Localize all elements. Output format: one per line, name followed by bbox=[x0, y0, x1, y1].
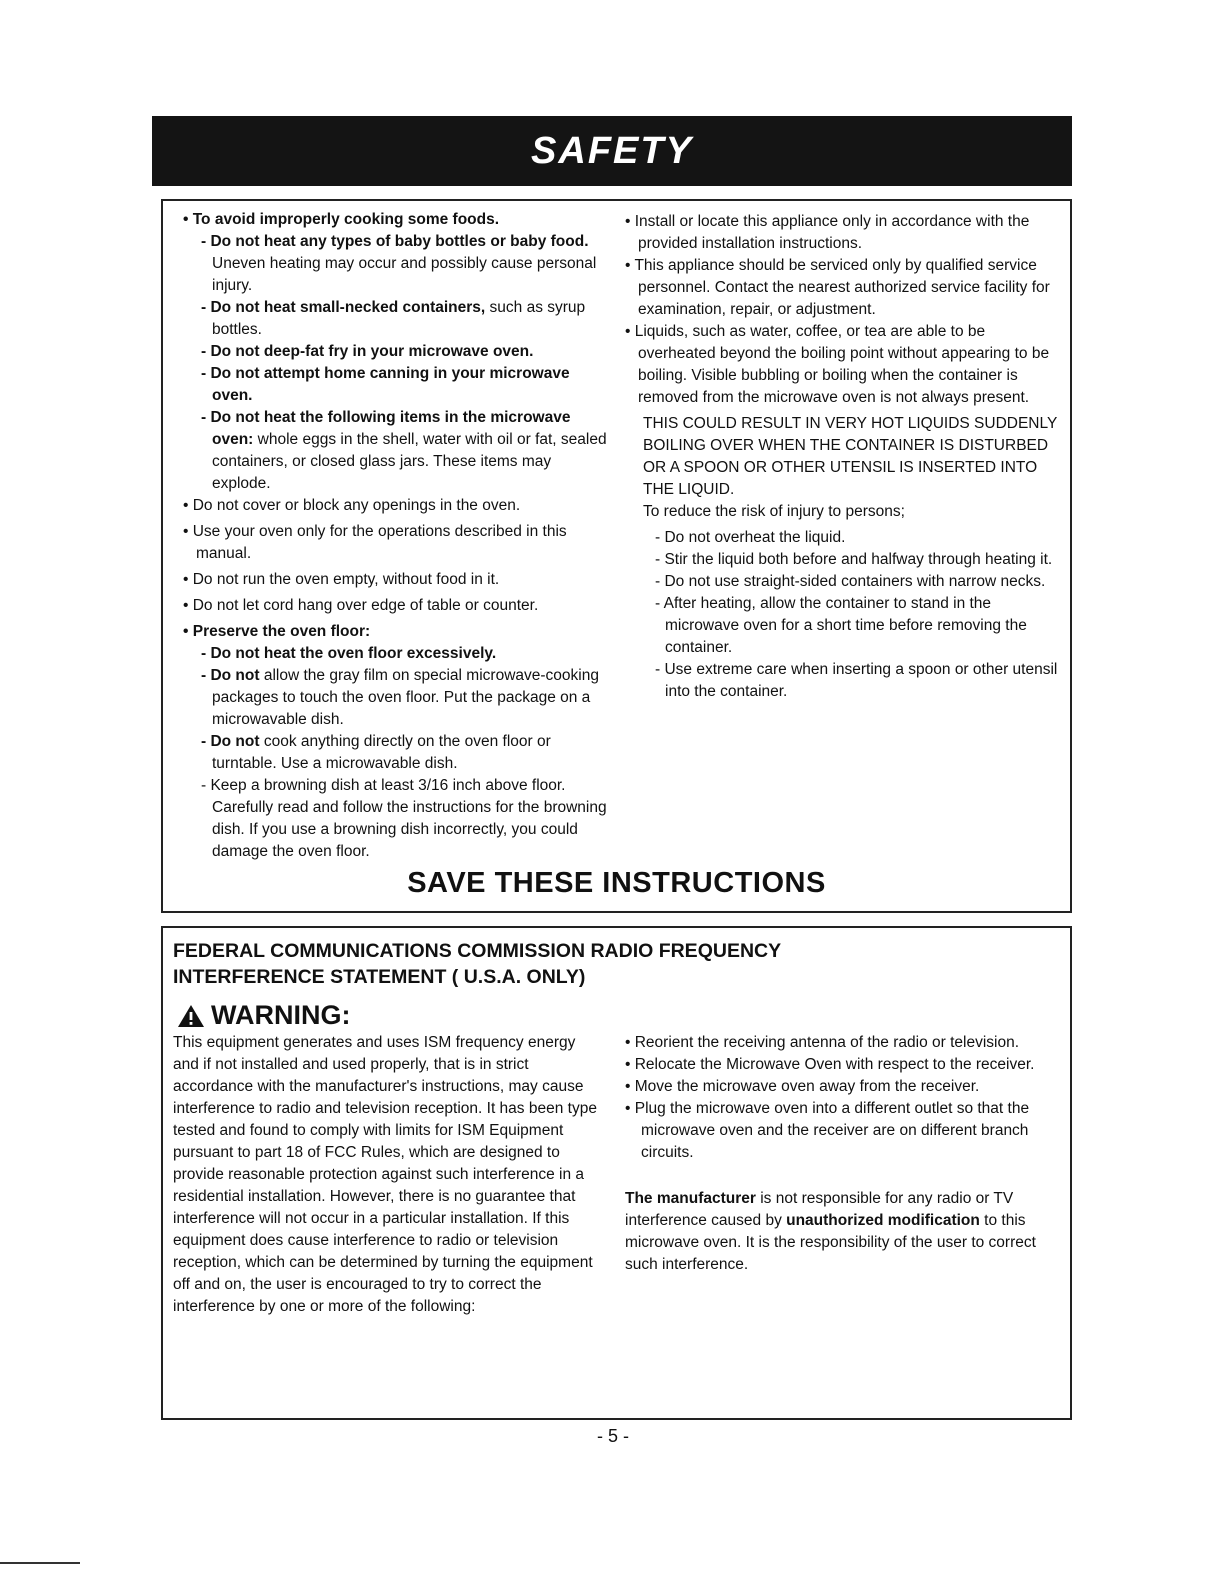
safety-right-text: THIS COULD RESULT IN VERY HOT LIQUIDS SUDDENLY BOILING OVER WHEN THE CONTAINER IS DISTURBED OR A SPOON OR OTHER UTENSIL IS INSERTED INTO THE LIQUID. bbox=[643, 415, 1058, 498]
warning-triangle-icon bbox=[177, 1004, 205, 1028]
safety-left-item bbox=[183, 297, 608, 341]
safety-left-column bbox=[183, 209, 608, 863]
safety-left-text: - Do not bbox=[201, 733, 260, 750]
safety-right-text: • This appliance should be serviced only by qualified service personnel. Contact the nearest authorized service facility for examination, repair, or adjustment. bbox=[625, 257, 1050, 318]
safety-right-text: • Install or locate this appliance only in accordance with the provided installation instructions. bbox=[625, 213, 1030, 252]
safety-right-item bbox=[625, 413, 1065, 501]
fcc-left-column bbox=[173, 1032, 603, 1318]
safety-right-text: • Liquids, such as water, coffee, or tea are able to be overheated beyond the boiling point without appearing to be boiling. Visible bubbling or boiling when the container is removed from the microwave oven is not always present. bbox=[625, 323, 1050, 406]
safety-left-item bbox=[183, 341, 608, 363]
safety-right-item bbox=[625, 571, 1065, 593]
fcc-note-text: unauthorized modification bbox=[786, 1212, 980, 1229]
safety-left-item bbox=[183, 775, 608, 863]
safety-left-item bbox=[183, 407, 608, 495]
page-title: SAFETY bbox=[531, 130, 693, 172]
safety-left-text: such as syrup bottles. bbox=[212, 299, 586, 338]
safety-header-banner bbox=[152, 116, 1072, 186]
safety-left-text: - Keep a browning dish at least 3/16 inch above floor. Carefully read and follow the instructions for the browning dish. If you use a browning dish incorrectly, you could damage the oven floor. bbox=[201, 777, 607, 860]
safety-left-text: - Do not heat any types of baby bottles or baby food. bbox=[201, 233, 589, 250]
safety-left-item bbox=[183, 363, 608, 407]
fcc-bullet-list bbox=[625, 1032, 1055, 1164]
safety-right-item bbox=[625, 593, 1065, 659]
fcc-bullet-item: • Relocate the Microwave Oven with respect to the receiver. bbox=[625, 1056, 1035, 1073]
safety-left-text: - Do not heat the following items in the microwave oven: bbox=[201, 409, 571, 448]
safety-left-text: cook anything directly on the oven floor or turntable. Use a microwavable dish. bbox=[212, 733, 551, 772]
fcc-note-text: is not responsible for any radio or TV interference caused by bbox=[625, 1190, 1014, 1229]
fcc-title-line-1: FEDERAL COMMUNICATIONS COMMISSION RADIO FREQUENCY bbox=[173, 940, 782, 962]
safety-left-item bbox=[183, 621, 608, 643]
safety-right-text: - Do not use straight-sided containers with narrow necks. bbox=[655, 573, 1046, 590]
safety-right-item bbox=[625, 659, 1065, 703]
safety-right-text: To reduce the risk of injury to persons; bbox=[643, 503, 905, 520]
safety-left-text: • Do not cover or block any openings in the oven. bbox=[183, 497, 521, 514]
safety-left-text: - Do not heat the oven floor excessively. bbox=[201, 645, 497, 662]
fcc-manufacturer-note bbox=[625, 1188, 1055, 1276]
safety-left-text: - Do not attempt home canning in your microwave oven. bbox=[201, 365, 570, 404]
safety-right-item bbox=[625, 527, 1065, 549]
safety-right-item bbox=[625, 549, 1065, 571]
safety-left-text: whole eggs in the shell, water with oil or fat, sealed containers, or closed glass jars. These items may explode. bbox=[212, 431, 607, 492]
safety-left-text: allow the gray film on special microwave-cooking packages to touch the oven floor. Put the package on a microwavable dish. bbox=[212, 667, 599, 728]
fcc-note-text: to this microwave oven. It is the responsibility of the user to correct such interference. bbox=[625, 1212, 1036, 1273]
warning-label: WARNING: bbox=[211, 1000, 351, 1030]
safety-right-item bbox=[625, 321, 1065, 409]
safety-left-item bbox=[183, 569, 608, 591]
fcc-title bbox=[173, 938, 1053, 990]
fcc-statement-box bbox=[161, 926, 1072, 1420]
safety-right-text: - After heating, allow the container to stand in the microwave oven for a short time before removing the container. bbox=[655, 595, 1027, 656]
safety-left-item bbox=[183, 643, 608, 665]
safety-left-text: - Do not deep-fat fry in your microwave oven. bbox=[201, 343, 534, 360]
fcc-bullet-item: • Reorient the receiving antenna of the radio or television. bbox=[625, 1034, 1020, 1051]
safety-left-text: • Do not let cord hang over edge of table or counter. bbox=[183, 597, 539, 614]
safety-right-item bbox=[625, 211, 1065, 255]
safety-right-column bbox=[625, 211, 1065, 703]
safety-left-item bbox=[183, 495, 608, 517]
safety-left-item bbox=[183, 731, 608, 775]
fcc-right-column bbox=[625, 1032, 1055, 1276]
safety-right-item bbox=[625, 501, 1065, 523]
save-instructions-heading: SAVE THESE INSTRUCTIONS bbox=[407, 867, 826, 899]
page-number: - 5 - bbox=[596, 1426, 629, 1446]
safety-right-text: - Do not overheat the liquid. bbox=[655, 529, 846, 546]
safety-left-text: • Preserve the oven floor: bbox=[183, 623, 371, 640]
safety-left-text: • To avoid improperly cooking some foods. bbox=[183, 211, 500, 228]
safety-right-text: - Stir the liquid both before and halfway through heating it. bbox=[655, 551, 1053, 568]
fcc-note-text: The manufacturer bbox=[625, 1190, 756, 1207]
fcc-title-line-2: INTERFERENCE STATEMENT ( U.S.A. ONLY) bbox=[173, 966, 586, 988]
safety-right-item bbox=[625, 255, 1065, 321]
scan-edge-line bbox=[0, 1562, 80, 1564]
fcc-bullet-item: • Move the microwave oven away from the receiver. bbox=[625, 1078, 980, 1095]
safety-left-text: - Do not heat small-necked containers, bbox=[201, 299, 486, 316]
safety-left-text: Uneven heating may occur and possibly cause personal injury. bbox=[212, 255, 597, 294]
safety-left-item bbox=[183, 665, 608, 731]
safety-left-text: - Do not bbox=[201, 667, 260, 684]
safety-left-item bbox=[183, 231, 608, 297]
safety-instructions-box bbox=[161, 199, 1072, 913]
safety-left-item bbox=[183, 209, 608, 231]
safety-left-text: • Use your oven only for the operations described in this manual. bbox=[183, 523, 567, 562]
fcc-bullet-item: • Plug the microwave oven into a different outlet so that the microwave oven and the receiver are on different branch circuits. bbox=[625, 1100, 1030, 1161]
safety-left-item bbox=[183, 521, 608, 565]
safety-left-text: • Do not run the oven empty, without food in it. bbox=[183, 571, 500, 588]
safety-left-item bbox=[183, 595, 608, 617]
warning-heading bbox=[177, 1000, 350, 1031]
fcc-statement-text: This equipment generates and uses ISM frequency energy and if not installed and used properly, that is in strict accordance with the manufacturer's instructions, may cause interference to radio and television reception. It has been type tested and found to comply with limits for ISM Equipment pursuant to part 18 of FCC Rules, which are designed to provide reasonable protection against such interference in a residential installation. However, there is no guarantee that interference will not occur in a particular installation. If this equipment does cause interference to radio or television reception, which can be determined by turning the equipment off and on, the user is encouraged to try to correct the interference by one or more of the following: bbox=[173, 1034, 597, 1315]
safety-right-text: - Use extreme care when inserting a spoon or other utensil into the container. bbox=[655, 661, 1058, 700]
